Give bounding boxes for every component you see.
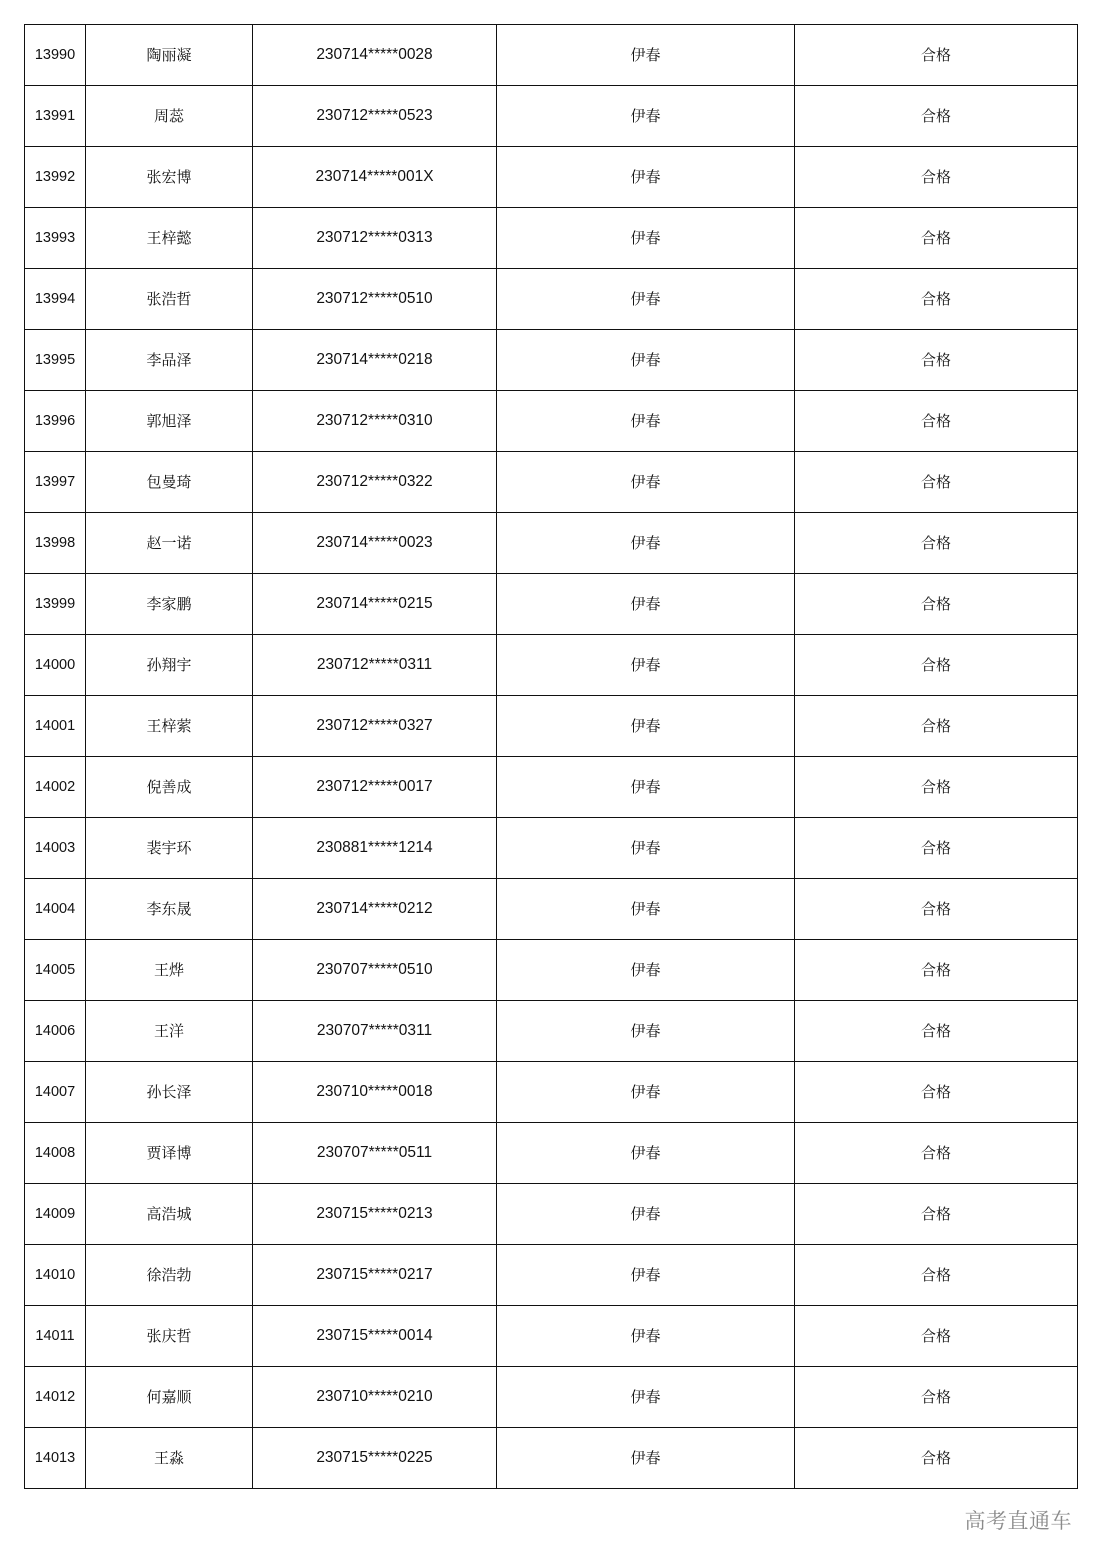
cell-result: 合格 bbox=[795, 757, 1078, 818]
cell-city: 伊春 bbox=[497, 269, 795, 330]
roster-body bbox=[25, 25, 1078, 1489]
cell-city: 伊春 bbox=[497, 1123, 795, 1184]
cell-id-number: 230712*****0310 bbox=[253, 391, 497, 452]
cell-result: 合格 bbox=[795, 1428, 1078, 1489]
cell-id-number: 230712*****0510 bbox=[253, 269, 497, 330]
cell-result: 合格 bbox=[795, 86, 1078, 147]
cell-number: 13992 bbox=[25, 147, 86, 208]
table-row bbox=[25, 1184, 1078, 1245]
table-row bbox=[25, 1062, 1078, 1123]
cell-city: 伊春 bbox=[497, 940, 795, 1001]
cell-number: 14003 bbox=[25, 818, 86, 879]
table-row bbox=[25, 574, 1078, 635]
cell-city: 伊春 bbox=[497, 208, 795, 269]
table-row bbox=[25, 1245, 1078, 1306]
table-row bbox=[25, 635, 1078, 696]
cell-number: 14008 bbox=[25, 1123, 86, 1184]
cell-name: 周蕊 bbox=[86, 86, 253, 147]
table-row bbox=[25, 147, 1078, 208]
cell-id-number: 230714*****0218 bbox=[253, 330, 497, 391]
cell-name: 郭旭泽 bbox=[86, 391, 253, 452]
cell-city: 伊春 bbox=[497, 147, 795, 208]
cell-result: 合格 bbox=[795, 818, 1078, 879]
cell-result: 合格 bbox=[795, 879, 1078, 940]
cell-city: 伊春 bbox=[497, 574, 795, 635]
cell-id-number: 230712*****0322 bbox=[253, 452, 497, 513]
cell-result: 合格 bbox=[795, 574, 1078, 635]
cell-number: 14004 bbox=[25, 879, 86, 940]
cell-result: 合格 bbox=[795, 391, 1078, 452]
cell-id-number: 230881*****1214 bbox=[253, 818, 497, 879]
cell-number: 14000 bbox=[25, 635, 86, 696]
table-row bbox=[25, 513, 1078, 574]
cell-name: 贾译博 bbox=[86, 1123, 253, 1184]
cell-name: 张宏博 bbox=[86, 147, 253, 208]
cell-id-number: 230714*****001X bbox=[253, 147, 497, 208]
cell-number: 13991 bbox=[25, 86, 86, 147]
cell-result: 合格 bbox=[795, 1245, 1078, 1306]
cell-id-number: 230712*****0311 bbox=[253, 635, 497, 696]
cell-number: 14012 bbox=[25, 1367, 86, 1428]
cell-id-number: 230715*****0225 bbox=[253, 1428, 497, 1489]
cell-city: 伊春 bbox=[497, 696, 795, 757]
cell-result: 合格 bbox=[795, 1306, 1078, 1367]
cell-number: 13996 bbox=[25, 391, 86, 452]
table-row bbox=[25, 25, 1078, 86]
cell-name: 李家鹏 bbox=[86, 574, 253, 635]
cell-name: 倪善成 bbox=[86, 757, 253, 818]
table-row bbox=[25, 86, 1078, 147]
cell-name: 王洋 bbox=[86, 1001, 253, 1062]
cell-number: 13997 bbox=[25, 452, 86, 513]
table-row bbox=[25, 940, 1078, 1001]
cell-name: 陶丽凝 bbox=[86, 25, 253, 86]
cell-id-number: 230710*****0018 bbox=[253, 1062, 497, 1123]
cell-name: 李东晟 bbox=[86, 879, 253, 940]
cell-id-number: 230714*****0023 bbox=[253, 513, 497, 574]
table-row bbox=[25, 391, 1078, 452]
table-row bbox=[25, 269, 1078, 330]
cell-result: 合格 bbox=[795, 330, 1078, 391]
cell-name: 孙长泽 bbox=[86, 1062, 253, 1123]
cell-id-number: 230710*****0210 bbox=[253, 1367, 497, 1428]
table-row bbox=[25, 1428, 1078, 1489]
cell-result: 合格 bbox=[795, 1184, 1078, 1245]
table-row bbox=[25, 1001, 1078, 1062]
cell-number: 14007 bbox=[25, 1062, 86, 1123]
cell-name: 张浩哲 bbox=[86, 269, 253, 330]
cell-number: 14001 bbox=[25, 696, 86, 757]
cell-city: 伊春 bbox=[497, 818, 795, 879]
cell-result: 合格 bbox=[795, 269, 1078, 330]
table-row bbox=[25, 452, 1078, 513]
cell-number: 14006 bbox=[25, 1001, 86, 1062]
roster-table bbox=[24, 24, 1078, 1489]
cell-id-number: 230712*****0327 bbox=[253, 696, 497, 757]
cell-number: 13998 bbox=[25, 513, 86, 574]
cell-city: 伊春 bbox=[497, 1001, 795, 1062]
table-row bbox=[25, 879, 1078, 940]
cell-result: 合格 bbox=[795, 940, 1078, 1001]
cell-city: 伊春 bbox=[497, 1306, 795, 1367]
cell-number: 13990 bbox=[25, 25, 86, 86]
cell-id-number: 230714*****0028 bbox=[253, 25, 497, 86]
table-row bbox=[25, 1123, 1078, 1184]
table-row bbox=[25, 696, 1078, 757]
cell-id-number: 230715*****0014 bbox=[253, 1306, 497, 1367]
cell-number: 13995 bbox=[25, 330, 86, 391]
cell-name: 张庆哲 bbox=[86, 1306, 253, 1367]
table-row bbox=[25, 1306, 1078, 1367]
cell-result: 合格 bbox=[795, 1123, 1078, 1184]
cell-number: 13994 bbox=[25, 269, 86, 330]
cell-name: 徐浩勃 bbox=[86, 1245, 253, 1306]
cell-name: 王烨 bbox=[86, 940, 253, 1001]
cell-id-number: 230714*****0215 bbox=[253, 574, 497, 635]
cell-city: 伊春 bbox=[497, 452, 795, 513]
cell-number: 14013 bbox=[25, 1428, 86, 1489]
cell-id-number: 230712*****0313 bbox=[253, 208, 497, 269]
cell-number: 13999 bbox=[25, 574, 86, 635]
cell-city: 伊春 bbox=[497, 1245, 795, 1306]
cell-city: 伊春 bbox=[497, 1367, 795, 1428]
cell-result: 合格 bbox=[795, 635, 1078, 696]
table-row bbox=[25, 208, 1078, 269]
cell-number: 14011 bbox=[25, 1306, 86, 1367]
cell-id-number: 230707*****0510 bbox=[253, 940, 497, 1001]
cell-city: 伊春 bbox=[497, 86, 795, 147]
cell-name: 赵一诺 bbox=[86, 513, 253, 574]
cell-name: 王淼 bbox=[86, 1428, 253, 1489]
cell-number: 14010 bbox=[25, 1245, 86, 1306]
cell-id-number: 230714*****0212 bbox=[253, 879, 497, 940]
cell-name: 高浩城 bbox=[86, 1184, 253, 1245]
cell-name: 王梓懿 bbox=[86, 208, 253, 269]
watermark-text: 高考直通车 bbox=[961, 1505, 1077, 1535]
cell-result: 合格 bbox=[795, 1001, 1078, 1062]
cell-name: 李品泽 bbox=[86, 330, 253, 391]
table-row bbox=[25, 757, 1078, 818]
cell-result: 合格 bbox=[795, 208, 1078, 269]
cell-number: 13993 bbox=[25, 208, 86, 269]
cell-result: 合格 bbox=[795, 147, 1078, 208]
cell-name: 何嘉顺 bbox=[86, 1367, 253, 1428]
cell-id-number: 230715*****0217 bbox=[253, 1245, 497, 1306]
cell-city: 伊春 bbox=[497, 635, 795, 696]
cell-id-number: 230715*****0213 bbox=[253, 1184, 497, 1245]
cell-city: 伊春 bbox=[497, 513, 795, 574]
cell-number: 14002 bbox=[25, 757, 86, 818]
cell-result: 合格 bbox=[795, 25, 1078, 86]
cell-city: 伊春 bbox=[497, 1428, 795, 1489]
cell-city: 伊春 bbox=[497, 391, 795, 452]
table-row bbox=[25, 818, 1078, 879]
cell-city: 伊春 bbox=[497, 879, 795, 940]
cell-result: 合格 bbox=[795, 452, 1078, 513]
cell-result: 合格 bbox=[795, 1367, 1078, 1428]
cell-result: 合格 bbox=[795, 1062, 1078, 1123]
cell-result: 合格 bbox=[795, 513, 1078, 574]
cell-name: 王梓萦 bbox=[86, 696, 253, 757]
cell-number: 14009 bbox=[25, 1184, 86, 1245]
cell-id-number: 230707*****0511 bbox=[253, 1123, 497, 1184]
cell-city: 伊春 bbox=[497, 757, 795, 818]
cell-city: 伊春 bbox=[497, 1184, 795, 1245]
table-row bbox=[25, 1367, 1078, 1428]
cell-name: 包曼琦 bbox=[86, 452, 253, 513]
cell-name: 裴宇环 bbox=[86, 818, 253, 879]
table-row bbox=[25, 330, 1078, 391]
cell-city: 伊春 bbox=[497, 1062, 795, 1123]
cell-id-number: 230712*****0523 bbox=[253, 86, 497, 147]
cell-result: 合格 bbox=[795, 696, 1078, 757]
cell-name: 孙翔宇 bbox=[86, 635, 253, 696]
cell-id-number: 230712*****0017 bbox=[253, 757, 497, 818]
cell-city: 伊春 bbox=[497, 25, 795, 86]
cell-city: 伊春 bbox=[497, 330, 795, 391]
cell-id-number: 230707*****0311 bbox=[253, 1001, 497, 1062]
cell-number: 14005 bbox=[25, 940, 86, 1001]
